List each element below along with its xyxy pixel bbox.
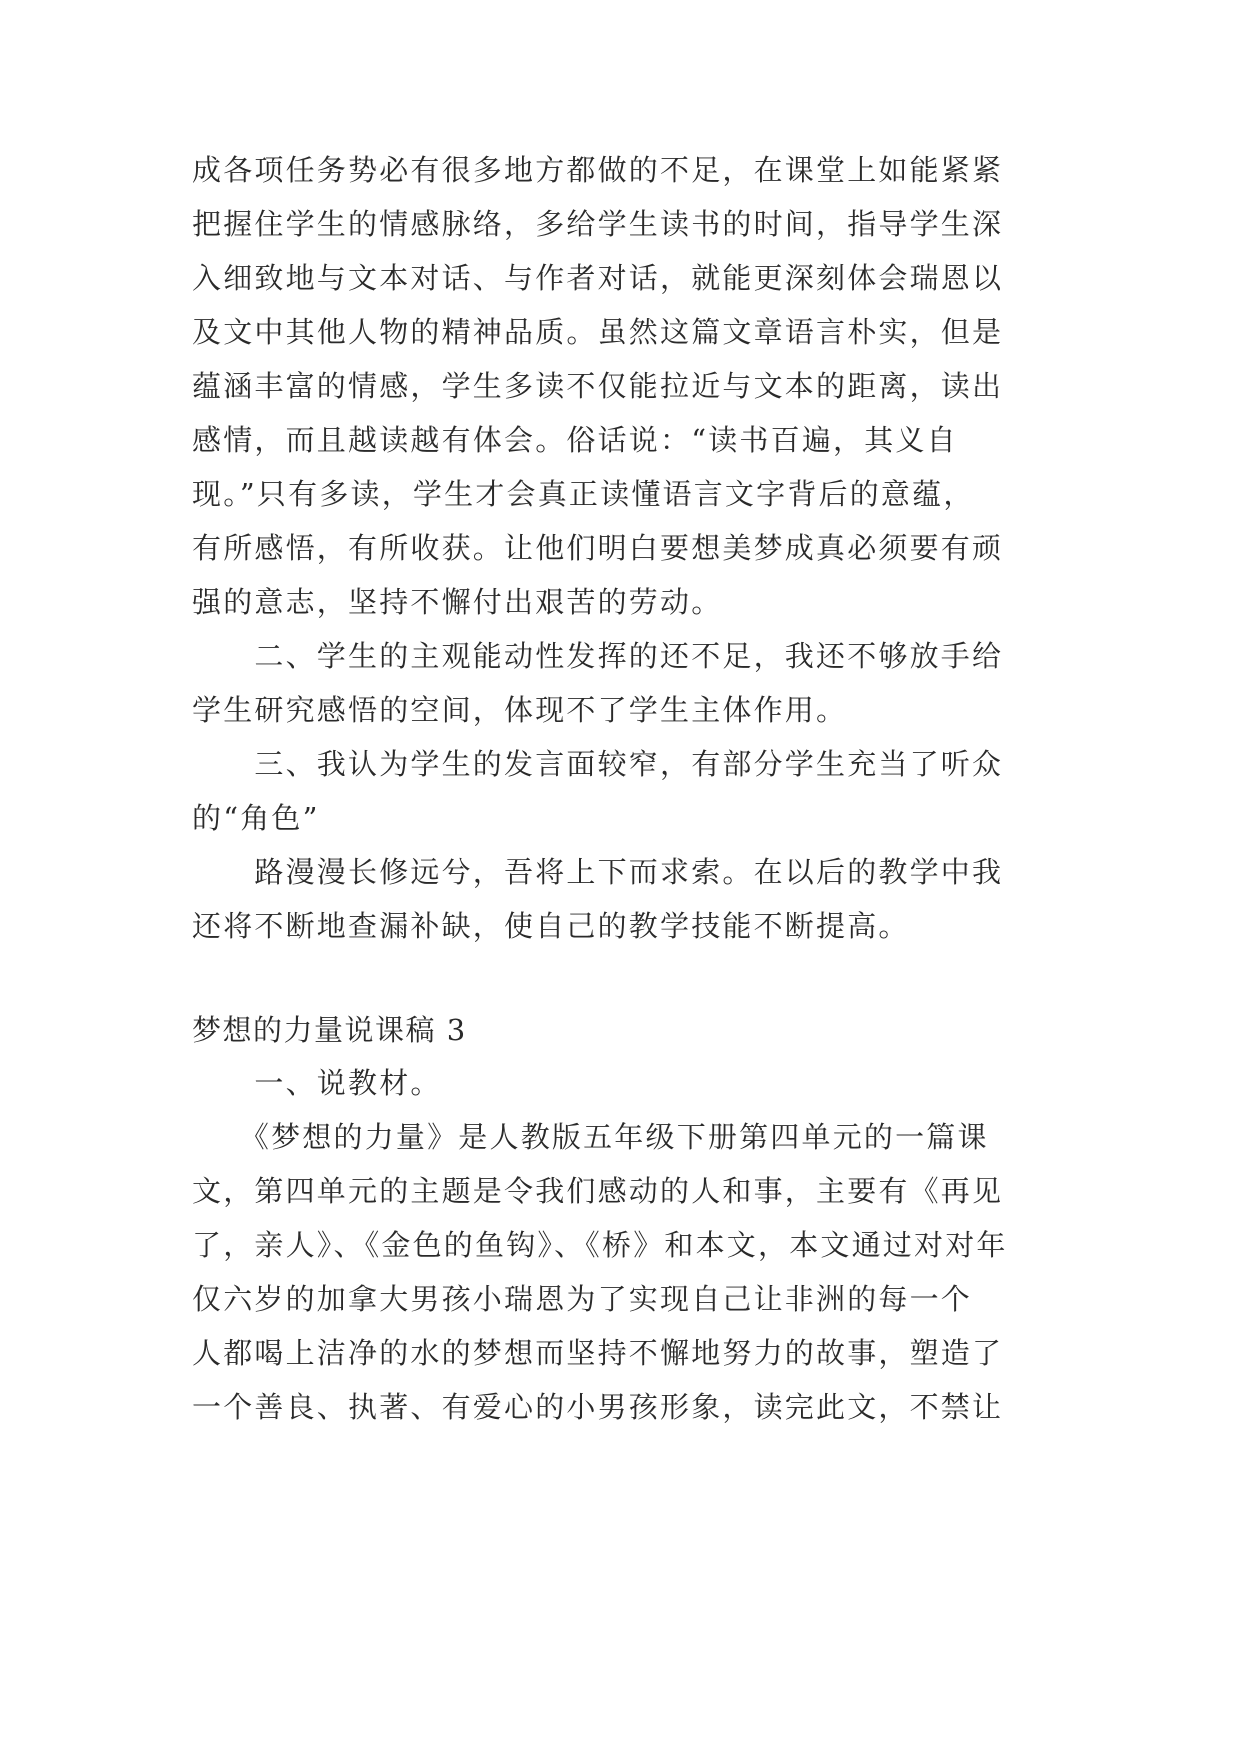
text-line: 现。”只有多读，学生才会真正读懂语言文字背后的意蕴，	[192, 477, 975, 511]
text-line: 强的意志，坚持不懈付出艰苦的劳动。	[192, 585, 723, 619]
text-line: 学生研究感悟的空间，体现不了学生主体作用。	[192, 693, 848, 727]
text-line: 仅六岁的加拿大男孩小瑞恩为了实现自己让非洲的每一个	[192, 1282, 973, 1316]
text-line: 人都喝上洁净的水的梦想而坚持不懈地努力的故事，塑造了	[192, 1336, 1004, 1370]
text-line: 三、我认为学生的发言面较窄，有部分学生充当了听众	[192, 747, 1004, 781]
text-line: 《梦想的力量》是人教版五年级下册第四单元的一篇课	[192, 1120, 989, 1154]
text-line: 还将不断地查漏补缺，使自己的教学技能不断提高。	[192, 909, 910, 943]
text-line: 及文中其他人物的精神品质。虽然这篇文章语言朴实，但是	[192, 315, 1004, 349]
text-line: 文，第四单元的主题是令我们感动的人和事，主要有《再见	[192, 1174, 1004, 1208]
text-line: 蕴涵丰富的情感，学生多读不仅能拉近与文本的距离，读出	[192, 369, 1004, 403]
text-line: 二、学生的主观能动性发挥的还不足，我还不够放手给	[192, 639, 1004, 673]
text-line: 路漫漫长修远兮，吾将上下而求索。在以后的教学中我	[192, 855, 1004, 889]
text-line: 入细致地与文本对话、与作者对话，就能更深刻体会瑞恩以	[192, 261, 1004, 295]
text-line: 有所感悟，有所收获。让他们明白要想美梦成真必须要有顽	[192, 531, 1004, 565]
text-line: 感情，而且越读越有体会。俗话说：“读书百遍，其义自	[192, 423, 958, 457]
section-heading: 梦想的力量说课稿 3	[192, 1013, 467, 1047]
text-line: 的“角色”	[192, 801, 320, 835]
text-line: 把握住学生的情感脉络，多给学生读书的时间，指导学生深	[192, 207, 1004, 241]
text-line: 一、说教材。	[192, 1066, 442, 1100]
text-line: 了，亲人》、《金色的鱼钩》、《桥》和本文，本文通过对对年	[192, 1228, 1008, 1262]
text-line: 成各项任务势必有很多地方都做的不足，在课堂上如能紧紧	[192, 153, 1004, 187]
text-line: 一个善良、执著、有爱心的小男孩形象，读完此文，不禁让	[192, 1390, 1004, 1424]
